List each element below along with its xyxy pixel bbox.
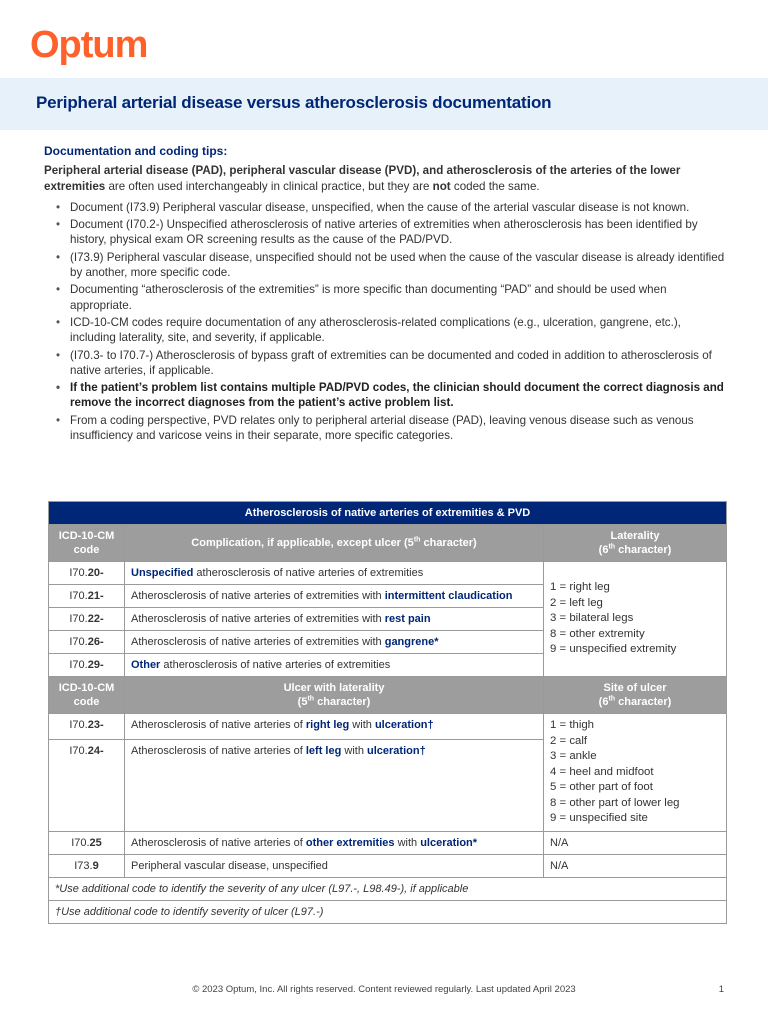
desc-pre: Atherosclerosis of native arteries of extremities with xyxy=(131,613,385,625)
code-suffix: 23- xyxy=(87,719,104,731)
footer-copyright: © 2023 Optum, Inc. All rights reserved. Content reviewed regularly. Last updated April 2023 xyxy=(192,984,576,995)
laterality-value: 3 = bilateral legs xyxy=(550,612,634,625)
desc-keyword-2: ulceration† xyxy=(367,744,426,757)
site-values xyxy=(544,714,727,832)
code-suffix: 24- xyxy=(87,744,104,757)
desc-pre: Atherosclerosis of native arteries of xyxy=(131,744,306,757)
code-cell xyxy=(49,714,125,740)
header-laterality-sub: (6 xyxy=(598,544,609,556)
code-cell xyxy=(49,562,125,585)
code-prefix: I73. xyxy=(74,859,93,872)
desc-keyword: Unspecified xyxy=(131,567,194,579)
header-site-end: character) xyxy=(615,696,672,708)
code-suffix: 21- xyxy=(87,590,104,602)
tip-item: • Document (I70.2-) Unspecified atherosclerosis of native arteries of extremities when atherosclerosis has been identified by history, physical exam OR screening results as the cause of the PAD/PVD. xyxy=(70,217,726,248)
desc-cell xyxy=(125,562,544,585)
desc-mid: with xyxy=(394,836,421,849)
code-prefix: I70. xyxy=(69,659,88,671)
header-laterality xyxy=(544,525,727,562)
code-cell xyxy=(49,654,125,677)
desc-cell xyxy=(125,739,544,831)
desc-pre: Atherosclerosis of native arteries of xyxy=(131,836,306,849)
code-cell xyxy=(49,831,125,854)
code-suffix: 20- xyxy=(87,567,104,579)
code-prefix: I70. xyxy=(69,636,88,648)
laterality-values xyxy=(544,562,727,677)
desc-keyword: right leg xyxy=(305,719,350,731)
header-code-2: ICD-10-CM code xyxy=(49,677,125,714)
desc-cell xyxy=(125,631,544,654)
code-suffix: 25 xyxy=(89,836,102,849)
code-suffix: 22- xyxy=(87,613,104,625)
page-number: 1 xyxy=(718,984,724,995)
intro-bold: Peripheral arterial disease (PAD), peripheral vascular disease (PVD), and atherosclerosis of the arteries of the lower extremities xyxy=(44,164,681,193)
intro-not: not xyxy=(432,179,451,193)
site-value: 3 = ankle xyxy=(550,750,597,762)
code-cell xyxy=(49,739,125,831)
desc-post: atherosclerosis of native arteries of extremities xyxy=(160,659,391,671)
header-site xyxy=(544,677,727,714)
code-cell xyxy=(49,631,125,654)
site-na: N/A xyxy=(544,831,727,854)
table-row xyxy=(49,562,727,585)
code-suffix: 9 xyxy=(92,859,99,872)
code-prefix: I70. xyxy=(69,613,88,625)
tip-item: • (I70.3- to I70.7-) Atherosclerosis of bypass graft of extremities can be documented and coded in addition to atherosclerosis of native arteries, if applicable. xyxy=(70,348,726,379)
header-ulcer-sup: th xyxy=(307,695,315,703)
intro-text-2: coded the same. xyxy=(450,179,540,193)
laterality-value: 9 = unspecified extremity xyxy=(550,643,677,656)
tip-item: • Documenting “atherosclerosis of the extremities” is more specific than documenting “PAD” and should be used when appropriate. xyxy=(70,282,726,313)
desc-keyword: intermittent claudication xyxy=(384,590,513,602)
desc-post: atherosclerosis of native arteries of extremities xyxy=(193,567,424,579)
header-site-sup: th xyxy=(608,695,616,703)
code-prefix: I70. xyxy=(69,590,88,602)
site-value: 5 = other part of foot xyxy=(550,781,653,793)
table-title: Atherosclerosis of native arteries of extremities & PVD xyxy=(49,502,727,525)
code-cell xyxy=(49,854,125,877)
laterality-value: 1 = right leg xyxy=(550,581,610,594)
header-ulcer-end: character) xyxy=(314,696,371,708)
code-cell xyxy=(49,608,125,631)
laterality-value: 2 = left leg xyxy=(550,596,603,609)
site-value: 8 = other part of lower leg xyxy=(550,796,680,809)
desc-keyword: Other xyxy=(131,659,161,671)
footnote-gangrene: *Use additional code to identify the severity of any ulcer (L97.-, L98.49-), if applicable xyxy=(49,877,727,900)
title-banner xyxy=(0,78,768,130)
tips-heading: Documentation and coding tips: xyxy=(44,144,228,158)
desc-keyword-2: ulceration* xyxy=(420,836,478,849)
table-row xyxy=(49,714,727,740)
tip-item: • From a coding perspective, PVD relates only to peripheral arterial disease (PAD), leaving venous disease such as venous insufficiency and varicose veins in their separate, more specific categories. xyxy=(70,413,726,444)
header-complication-text: Complication, if applicable, except ulcer (5 xyxy=(191,537,414,549)
desc-cell xyxy=(125,714,544,740)
desc-pre: Atherosclerosis of native arteries of extremities with xyxy=(131,636,385,648)
header-code: ICD-10-CM code xyxy=(49,525,125,562)
desc-keyword-2: ulceration† xyxy=(374,719,434,731)
tip-item: • Document (I73.9) Peripheral vascular disease, unspecified, when the cause of the arterial vascular disease is not known. xyxy=(70,200,726,215)
desc-keyword: other extremities xyxy=(305,836,395,849)
table-row xyxy=(49,854,727,877)
tips-section xyxy=(44,144,726,445)
header-ulcer-sub: (5 xyxy=(297,696,308,708)
desc-mid: with xyxy=(349,719,375,731)
desc-mid: with xyxy=(341,744,367,757)
page-title: Peripheral arterial disease versus atherosclerosis documentation xyxy=(36,93,552,112)
site-value: 1 = thigh xyxy=(550,719,595,731)
desc-cell: Peripheral vascular disease, unspecified xyxy=(125,854,544,877)
code-cell xyxy=(49,585,125,608)
tip-item: • ICD-10-CM codes require documentation of any atherosclerosis-related complications (e.g., ulceration, gangrene, etc.), including laterality, site, and severity, if applicable. xyxy=(70,315,726,346)
desc-keyword: gangrene* xyxy=(384,636,439,648)
tip-item: • (I73.9) Peripheral vascular disease, unspecified should not be used when the cause of the vascular disease is already identified by another, more specific code. xyxy=(70,250,726,281)
desc-cell xyxy=(125,654,544,677)
header-ulcer-text: Ulcer with laterality xyxy=(283,682,385,694)
code-prefix: I70. xyxy=(71,836,90,849)
site-value: 4 = heel and midfoot xyxy=(550,765,654,778)
header-complication-sup: th xyxy=(413,536,421,544)
site-value: 2 = calf xyxy=(550,734,588,747)
header-complication xyxy=(125,525,544,562)
desc-pre: Atherosclerosis of native arteries of xyxy=(131,719,306,731)
desc-cell xyxy=(125,831,544,854)
header-site-text: Site of ulcer xyxy=(603,682,667,694)
code-suffix: 26- xyxy=(87,636,104,648)
desc-cell xyxy=(125,608,544,631)
code-prefix: I70. xyxy=(69,744,88,757)
code-prefix: I70. xyxy=(69,567,88,579)
desc-pre: Atherosclerosis of native arteries of extremities with xyxy=(131,590,385,602)
desc-cell xyxy=(125,585,544,608)
code-table xyxy=(48,501,727,924)
code-suffix: 29- xyxy=(87,659,104,671)
tip-item-bold: • If the patient’s problem list contains multiple PAD/PVD codes, the clinician should document the correct diagnosis and remove the incorrect diagnoses from the patient’s active problem list. xyxy=(70,380,726,411)
header-site-sub: (6 xyxy=(598,696,609,708)
intro-paragraph xyxy=(44,163,726,194)
intro-text-1: are often used interchangeably in clinical practice, but they are xyxy=(105,179,433,193)
code-prefix: I70. xyxy=(69,719,88,731)
optum-logo: Optum xyxy=(30,24,148,66)
table-row xyxy=(49,831,727,854)
desc-keyword: left leg xyxy=(305,744,342,757)
header-complication-end: character) xyxy=(420,537,477,549)
header-ulcer xyxy=(125,677,544,714)
laterality-value: 8 = other extremity xyxy=(550,627,645,640)
header-laterality-text: Laterality xyxy=(610,530,660,542)
header-laterality-end: character) xyxy=(615,544,672,556)
site-na: N/A xyxy=(544,854,727,877)
footnote-ulceration: †Use additional code to identify severity of ulcer (L97.-) xyxy=(49,900,727,923)
site-value: 9 = unspecified site xyxy=(550,812,648,824)
header-laterality-sup: th xyxy=(608,543,616,551)
tips-list xyxy=(44,200,726,443)
desc-keyword: rest pain xyxy=(384,613,431,625)
